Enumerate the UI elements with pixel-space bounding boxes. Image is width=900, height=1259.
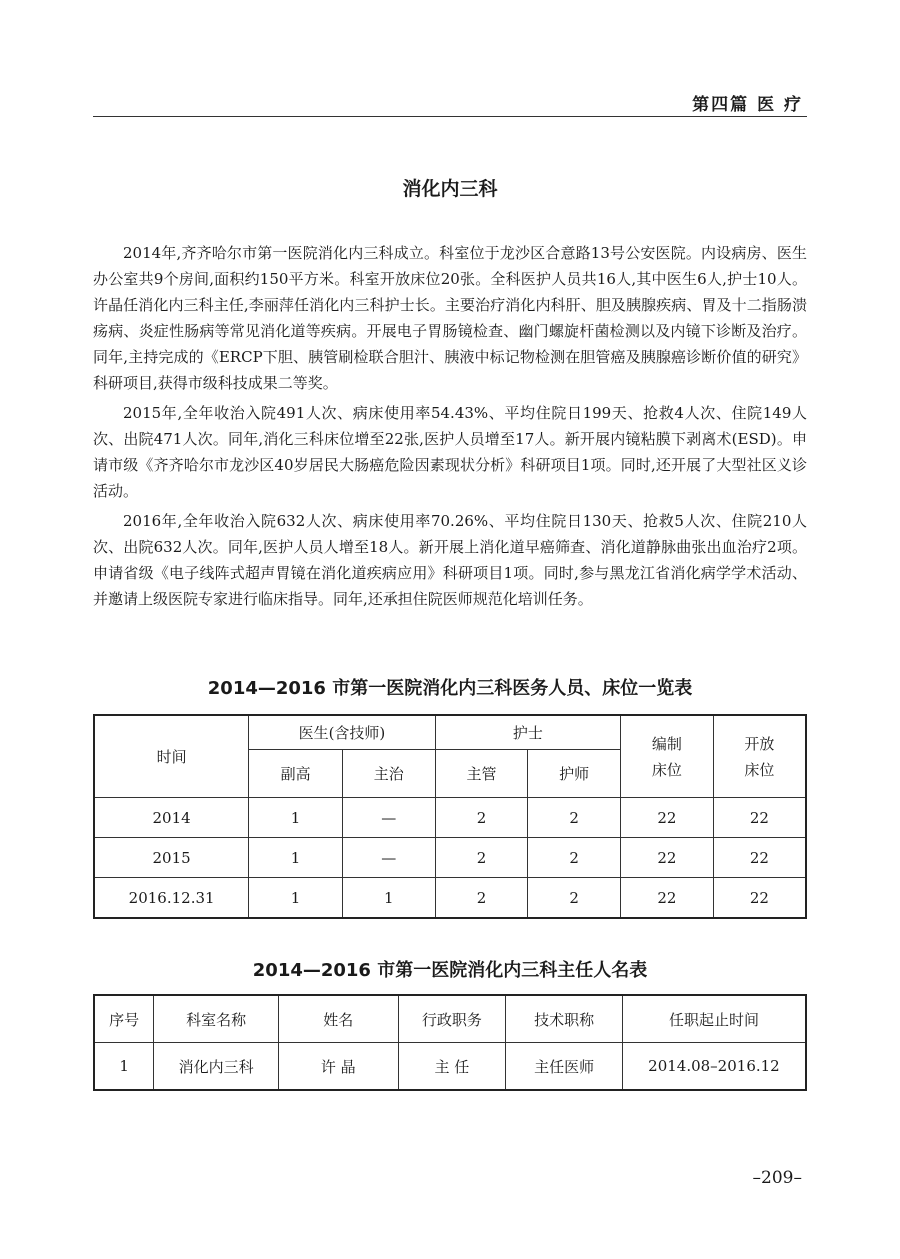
director-table-title: 2014—2016 市第一医院消化内三科主任人名表 — [252, 960, 648, 981]
header-planned-beds: 编制 床位 — [621, 715, 714, 798]
header-position: 行政职务 — [398, 995, 506, 1043]
header-index: 序号 — [94, 995, 154, 1043]
paragraph-2014: 2014年,齐齐哈尔市第一医院消化内三科成立。科室位于龙沙区合意路13号公安医院。内设病房、医生办公室共9个房间,面积约150平方米。科室开放床位20张。全科医护人员共16人,其中医生6人,护士10人。许晶任消化内三科主任,李丽萍任消化内三科护士长。主要治疗消化内科肝、胆及胰腺疾病、胃及十二指肠溃疡病、炎症性肠病等常见消化道等疾病。开展电子胃肠镜检查、幽门螺旋杆菌检测以及内镜下诊断及治疗。同年,主持完成的《ERCP下胆、胰管刷检联合胆汁、胰液中标记物检测在胆管癌及胰腺癌诊断价值的研究》科研项目,获得市级科技成果二等奖。 — [93, 244, 807, 392]
table-row — [94, 798, 806, 838]
section-title: 消化内三科 — [402, 178, 498, 200]
table-cell: 2 — [528, 878, 621, 919]
header-department: 科室名称 — [154, 995, 279, 1043]
header-head-nurse: 主管 — [435, 750, 528, 798]
body-text — [93, 240, 807, 616]
header-doctor-group: 医生(含技师) — [249, 715, 435, 750]
table-cell: 2 — [528, 838, 621, 878]
director-table — [93, 994, 807, 1091]
paragraph-2016: 2016年,全年收治入院632人次、病床使用率70.26%、平均住院日130天、抢救5人次、住院210人次、出院632人次。同年,医护人员人增至18人。新开展上消化道早癌筛查、消化道静脉曲张出血治疗2项。申请省级《电子线阵式超声胃镜在消化道疾病应用》科研项目1项。同时,参与黑龙江省消化病学学术活动、并邀请上级医院专家进行临床指导。同年,还承担住院医师规范化培训任务。 — [93, 512, 807, 608]
header-nurse: 护师 — [528, 750, 621, 798]
table-header-row — [94, 995, 806, 1043]
table-cell: 22 — [713, 838, 806, 878]
table-cell: 1 — [249, 838, 343, 878]
table-cell: 22 — [621, 838, 714, 878]
table-cell: 22 — [713, 798, 806, 838]
table-cell: 1 — [249, 798, 343, 838]
table-header-row — [94, 715, 806, 750]
table-cell: 2 — [528, 798, 621, 838]
staff-table-title: 2014—2016 市第一医院消化内三科医务人员、床位一览表 — [207, 678, 693, 699]
header-nurse-group: 护士 — [435, 715, 620, 750]
header-term: 任职起止时间 — [622, 995, 806, 1043]
table-cell: 22 — [713, 878, 806, 919]
table-row — [94, 838, 806, 878]
table-cell: 2014 — [94, 798, 249, 838]
table-row — [94, 1043, 806, 1091]
table-cell: 2 — [435, 878, 528, 919]
header-time: 时间 — [94, 715, 249, 798]
page-number: –209– — [752, 1168, 802, 1188]
table-cell: 2014.08–2016.12 — [622, 1043, 806, 1091]
header-name: 姓名 — [278, 995, 398, 1043]
table-cell: 1 — [342, 878, 435, 919]
table-cell: 1 — [94, 1043, 154, 1091]
table-cell: 22 — [621, 798, 714, 838]
header-attending: 主治 — [342, 750, 435, 798]
header-senior: 副高 — [249, 750, 343, 798]
table-cell: 主任医师 — [506, 1043, 623, 1091]
table-cell: 1 — [249, 878, 343, 919]
table-cell: — — [342, 838, 435, 878]
staff-beds-table — [93, 714, 807, 919]
page-header — [93, 84, 807, 117]
table-cell: — — [342, 798, 435, 838]
paragraph-2015: 2015年,全年收治入院491人次、病床使用率54.43%、平均住院日199天、抢救4人次、住院149人次、出院471人次。同年,消化三科床位增至22张,医护人员增至17人。新开展内镜粘膜下剥离术(ESD)。申请市级《齐齐哈尔市龙沙区40岁居民大肠癌危险因素现状分析》科研项目1项。同时,还开展了大型社区义诊活动。 — [93, 404, 807, 500]
header-title: 第四篇 医 疗 — [692, 95, 803, 115]
table-cell: 2 — [435, 798, 528, 838]
table-cell: 主 任 — [398, 1043, 506, 1091]
table-cell: 22 — [621, 878, 714, 919]
table-cell: 2 — [435, 838, 528, 878]
table-cell: 2016.12.31 — [94, 878, 249, 919]
table-cell: 许 晶 — [278, 1043, 398, 1091]
table-row — [94, 878, 806, 919]
header-title: 技术职称 — [506, 995, 623, 1043]
table-cell: 消化内三科 — [154, 1043, 279, 1091]
table-cell: 2015 — [94, 838, 249, 878]
header-open-beds: 开放 床位 — [713, 715, 806, 798]
